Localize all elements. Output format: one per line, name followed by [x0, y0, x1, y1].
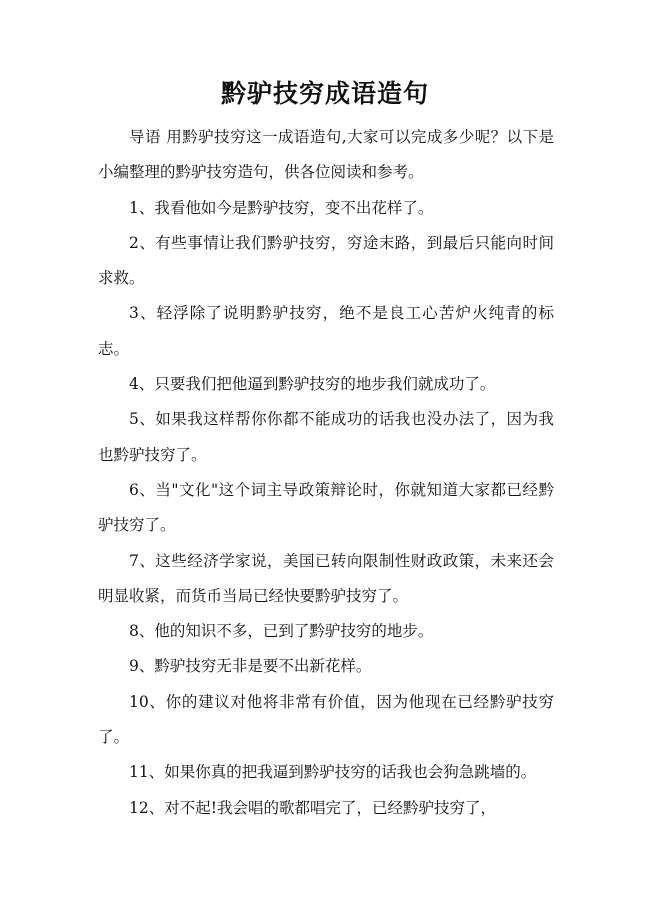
paragraph-sentence-4: 4、只要我们把他逼到黔驴技穷的地步我们就成功了。 [129, 375, 496, 394]
paragraph-sentence-10: 10、你的建议对他将非常有价值，因为他现在已经黔驴技穷了。 [98, 692, 554, 747]
paragraph-sentence-1: 1、我看他如今是黔驴技穷，变不出花样了。 [129, 198, 434, 217]
paragraph-sentence-11: 11、如果你真的把我逼到黔驴技穷的话我也会狗急跳墙的。 [129, 763, 537, 782]
paragraph-sentence-3: 3、轻浮除了说明黔驴技穷，绝不是良工心苦炉火纯青的标志。 [98, 304, 554, 358]
paragraph-sentence-9: 9、黔驴技穷无非是要不出新花样。 [129, 657, 372, 676]
paragraph-sentence-2: 2、有些事情让我们黔驴技穷，穷途末路，到最后只能向时间求救。 [98, 233, 554, 288]
paragraph-sentence-8: 8、他的知识不多，已到了黔驴技穷的地步。 [129, 622, 434, 641]
document-body [98, 120, 554, 826]
paragraph-sentence-7: 7、这些经济学家说，美国已转向限制性财政政策，未来还会明显收紧，而货币当局已经快要黔驴技穷了。 [98, 551, 554, 605]
paragraph-sentence-6: 6、当"文化"这个词主导政策辩论时，你就知道大家都已经黔驴技穷了。 [98, 480, 554, 535]
document-title: 黔驴技穷成语造句 [220, 79, 429, 108]
paragraph-sentence-12: 12、对不起!我会唱的歌都唱完了，已经黔驴技穷了， [129, 798, 496, 817]
paragraph-sentence-5: 5、如果我这样帮你你都不能成功的话我也没办法了，因为我也黔驴技穷了。 [98, 410, 554, 464]
paragraph-intro: 导语 用黔驴技穷这一成语造句,大家可以完成多少呢？以下是小编整理的黔驴技穷造句，供各位阅读和参考。 [98, 128, 554, 182]
